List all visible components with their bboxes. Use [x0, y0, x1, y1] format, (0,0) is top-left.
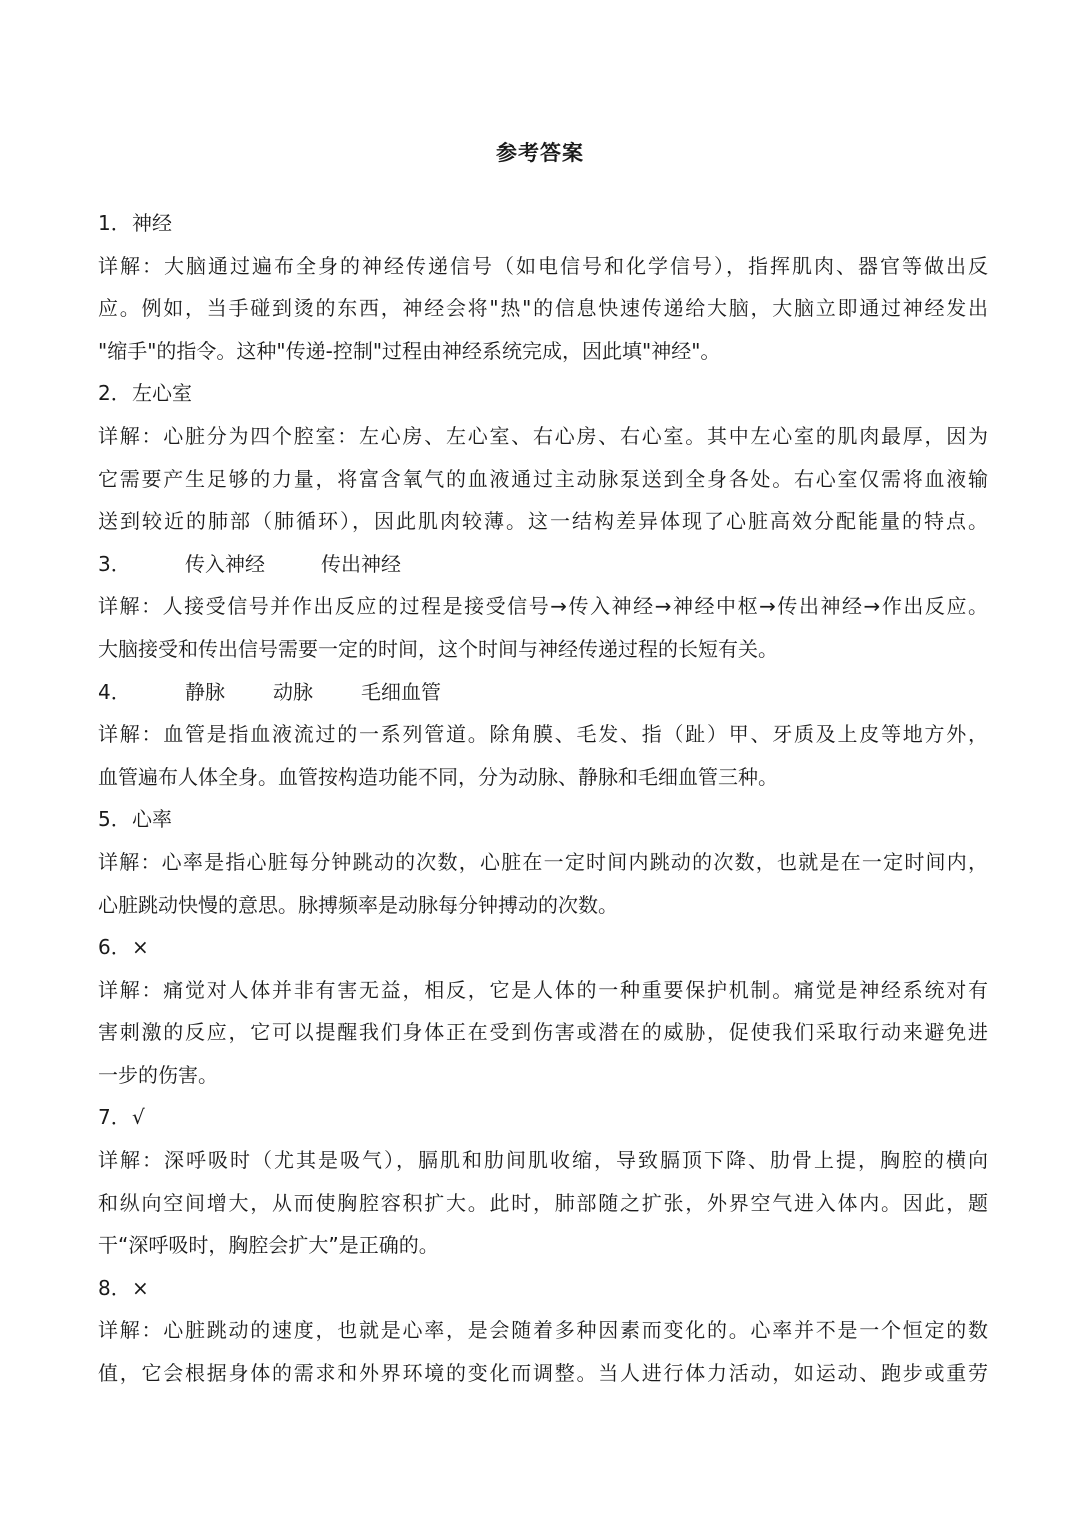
explanation-line: 详解：人接受信号并作出反应的过程是接受信号→传入神经→神经中枢→传出神经→作出反应。: [98, 594, 988, 619]
explanation-line: 大脑接受和传出信号需要一定的时间，这个时间与神经传递过程的长短有关。: [98, 636, 778, 661]
explanation-line: "缩手"的指令。这种"传递-控制"过程由神经系统完成，因此填"神经"。: [98, 338, 721, 363]
answer-text: 静脉: [185, 679, 225, 704]
explanation-line: 值，它会根据身体的需求和外界环境的变化而调整。当人进行体力活动，如运动、跑步或重劳: [98, 1361, 988, 1386]
explanation-line: 详解：痛觉对人体并非有害无益，相反，它是人体的一种重要保护机制。痛觉是神经系统对有: [98, 977, 988, 1002]
answer-3-heading: [98, 543, 988, 586]
answer-number: 8．: [98, 1275, 131, 1300]
answer-text: 神经: [132, 211, 172, 235]
answer-6-heading: [98, 926, 988, 969]
answer-number: 1．: [98, 211, 131, 235]
explanation-line: 详解：心脏跳动的速度，也就是心率，是会随着多种因素而变化的。心率并不是一个恒定的数: [98, 1318, 988, 1343]
answer-text: 传入神经: [185, 551, 265, 576]
explanation-line: 心脏跳动快慢的意思。脉搏频率是动脉每分钟搏动的次数。: [98, 892, 618, 917]
explanation-line: 害刺激的反应，它可以提醒我们身体正在受到伤害或潜在的威胁，促使我们采取行动来避免进: [98, 1020, 988, 1045]
answer-number: 6．: [98, 935, 131, 960]
answer-text: 左心室: [132, 381, 192, 406]
answer-number: 2．: [98, 381, 131, 406]
page-title: 参考答案: [496, 141, 584, 165]
answer-number: 7．: [98, 1105, 131, 1130]
answer-number: 3．: [98, 551, 131, 576]
answer-text: 心率: [132, 807, 172, 832]
explanation-line: 送到较近的肺部（肺循环），因此肌肉较薄。这一结构差异体现了心脏高效分配能量的特点。: [98, 509, 988, 534]
answer-text: √: [132, 1105, 145, 1130]
explanation-line: 应。例如，当手碰到烫的东西，神经会将"热"的信息快速传递给大脑，大脑立即通过神经发出: [98, 296, 988, 321]
explanation-line: 详解：大脑通过遍布全身的神经传递信号（如电信号和化学信号），指挥肌肉、器官等做出反: [98, 253, 988, 278]
explanation-line: 它需要产生足够的力量，将富含氧气的血液通过主动脉泵送到全身各处。右心室仅需将血液输: [98, 466, 988, 491]
answer-2-heading: [98, 372, 988, 415]
explanation-line: 干“深呼吸时，胸腔会扩大”是正确的。: [98, 1233, 439, 1258]
explanation-line: 血管遍布人体全身。血管按构造功能不同，分为动脉、静脉和毛细血管三种。: [98, 764, 778, 789]
answer-text: 动脉: [273, 679, 313, 704]
answer-list: [98, 202, 988, 1395]
explanation-line: 详解：血管是指血液流过的一系列管道。除角膜、毛发、指（趾）甲、牙质及上皮等地方外，: [98, 722, 988, 747]
answer-text: 毛细血管: [361, 679, 441, 704]
answer-5-heading: [98, 798, 988, 841]
explanation-line: 详解：深呼吸时（尤其是吸气），膈肌和肋间肌收缩，导致膈顶下降、肋骨上提，胸腔的横向: [98, 1148, 988, 1173]
answer-text: ×: [132, 935, 149, 960]
answer-number: 5．: [98, 807, 131, 832]
answer-1-heading: [98, 202, 988, 245]
explanation-line: 详解：心率是指心脏每分钟跳动的次数，心脏在一定时间内跳动的次数，也就是在一定时间内，: [98, 849, 988, 874]
explanation-line: 详解：心脏分为四个腔室：左心房、左心室、右心房、右心室。其中左心室的肌肉最厚，因为: [98, 423, 988, 448]
answer-text: ×: [132, 1275, 149, 1300]
explanation-line: 和纵向空间增大，从而使胸腔容积扩大。此时，肺部随之扩张，外界空气进入体内。因此，题: [98, 1190, 988, 1215]
answer-7-heading: [98, 1096, 988, 1139]
answer-8-heading: [98, 1267, 988, 1310]
explanation-line: 一步的伤害。: [98, 1062, 218, 1087]
answer-4-heading: [98, 671, 988, 714]
answer-text: 传出神经: [321, 551, 401, 576]
answer-number: 4．: [98, 679, 131, 704]
